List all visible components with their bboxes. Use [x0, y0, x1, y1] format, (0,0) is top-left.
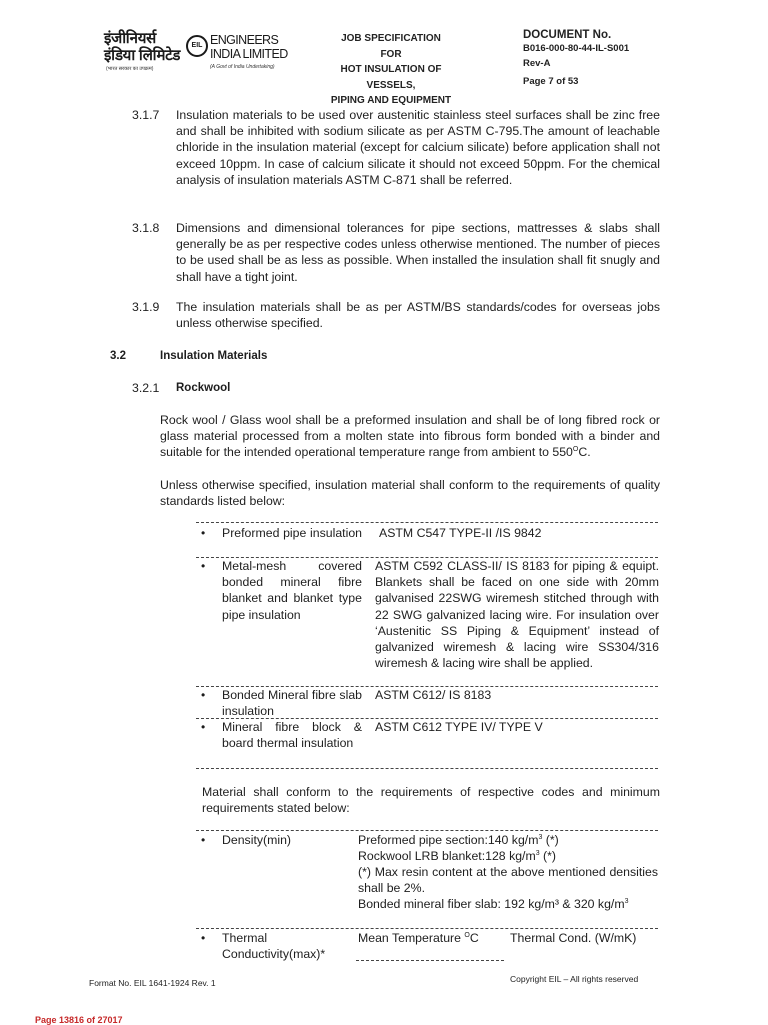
table-row-bullet: •: [201, 931, 206, 945]
document-label: DOCUMENT No.: [523, 29, 612, 41]
table-row-material: Bonded Mineral fibre slab insulation: [222, 688, 362, 719]
density-label: Density(min): [222, 833, 292, 847]
page-header: [0, 0, 768, 107]
format-number: Format No. EIL 1641-1924 Rev. 1: [89, 978, 216, 988]
table-row-bullet: •: [201, 526, 206, 540]
section-number-3-2: 3.2: [110, 350, 126, 362]
table-rule: [196, 522, 658, 523]
thermal-mean-temperature: Mean Temperature $^O$C: [358, 931, 479, 945]
thermal-label: Thermal Conductivity(max)*: [222, 931, 326, 962]
copyright-notice: Copyright EIL – All rights reserved: [510, 974, 639, 984]
table-row-material: Metal-mesh covered bonded mineral fibre blanket and blanket type pipe insulation: [222, 559, 362, 622]
table-row-bullet: •: [201, 559, 206, 573]
section-3-1-8-text: Dimensions and dimensional tolerances for pipe sections, mattresses & slabs shall generally be as per respective codes unless otherwise mentioned. The number of pieces to be used shall be as less as possible. When installed the insulation shall fit snugly and shall have a tight joint.: [176, 221, 660, 284]
table-rule: [196, 830, 658, 831]
section-number-3-2-1: 3.2.1: [132, 381, 160, 395]
section-number-3-1-9: 3.1.9: [132, 300, 160, 314]
document-info: [523, 28, 723, 90]
job-specification-title: JOB SPECIFICATION FOR HOT INSULATION OF VESSELS, PIPING AND EQUIPMENT: [330, 33, 452, 107]
page-counter: Page 13816 of 27017: [35, 1015, 123, 1025]
density-note: (*) Max resin content at the above mentioned densities shall be 2%.: [358, 865, 658, 896]
rockwool-paragraph: Rock wool / Glass wool shall be a preformed insulation and shall be of long fibred rock or glass material processed from a molten state into fibrous form bonded with a binder and suitable for the intended operational temperature range from ambient to $550^OC$.: [160, 413, 660, 460]
page-number: Page 7 of 53: [523, 76, 579, 87]
table-row-standard: ASTM C592 CLASS-II/ IS 8183 for piping & equipt. Blankets shall be faced on one side with 20mm galvanised 22SWG wiremesh stitched through with 22 SWG galvanized lacing wire. For insulation over ‘Austenitic SS Piping & Equipment’ instead of galvanized wiremesh & lacing wire SS304/316 wiremesh & lacing wire shall be applied.: [375, 559, 659, 671]
section-3-2-1-title: Rockwool: [176, 382, 231, 394]
section-number-3-1-8: 3.1.8: [132, 221, 160, 235]
eil-emblem-icon: EIL: [186, 35, 208, 57]
logo-hindi-subtitle: (भारत सरकार का उपक्रम): [106, 66, 154, 72]
eil-logo: [104, 30, 304, 76]
table-row-bullet: •: [201, 720, 206, 734]
logo-english-subtitle: (A Govt of India Undertaking): [210, 64, 275, 70]
density-line-blanket: Rockwool LRB blanket:128 $kg/m^3$ (*): [358, 849, 557, 863]
section-number-3-1-7: 3.1.7: [132, 108, 160, 122]
table-row-bullet: •: [201, 833, 206, 847]
logo-hindi-text: इंजीनियर्स इंडिया लिमिटेड: [104, 30, 181, 64]
quality-standards-paragraph: Unless otherwise specified, insulation material shall conform to the requirements of quality standards listed below:: [160, 478, 660, 509]
section-3-2-title: Insulation Materials: [160, 350, 268, 362]
table-rule: [196, 768, 658, 769]
section-3-1-7-text: Insulation materials to be used over austenitic stainless steel surfaces shall be zinc free and shall be inhibited with sodium silicate as per ASTM C-795.The amount of leachable chloride in the insulation material (except for calcium silicate) before application shall not exceed 10ppm. In case of calcium silicate it should not exceed 50ppm. For the chemical analysis of insulation materials ASTM C-871 shall be referred.: [176, 108, 660, 187]
revision: Rev-A: [523, 57, 551, 69]
table-row-bullet: •: [201, 688, 206, 702]
table-rule: [356, 960, 504, 961]
density-line-pipe: Preformed pipe section:140 $kg/m^3$ (*): [358, 833, 559, 847]
table-row-material: Mineral fibre block & board thermal insulation: [222, 720, 362, 751]
density-slab: Bonded mineral fiber slab: 192 kg/m³ & 320 $kg/m^3$: [358, 897, 629, 911]
requirements-paragraph: Material shall conform to the requirements of respective codes and minimum requirements stated below:: [202, 785, 660, 816]
thermal-conductivity-header: Thermal Cond. (W/mK): [510, 931, 637, 945]
table-row-standard: ASTM C612 TYPE IV/ TYPE V: [375, 720, 543, 734]
table-row-standard: ASTM C547 TYPE-II /IS 9842: [379, 526, 542, 540]
table-row-material: Preformed pipe insulation: [222, 526, 362, 540]
table-rule: [196, 928, 658, 929]
document-number: B016-000-80-44-IL-S001: [523, 43, 630, 54]
logo-english-text: ENGINEERS INDIA LIMITED: [210, 33, 288, 61]
table-row-standard: ASTM C612/ IS 8183: [375, 688, 492, 702]
section-3-1-9-text: The insulation materials shall be as per ASTM/BS standards/codes for overseas jobs unless otherwise specified.: [176, 300, 660, 331]
